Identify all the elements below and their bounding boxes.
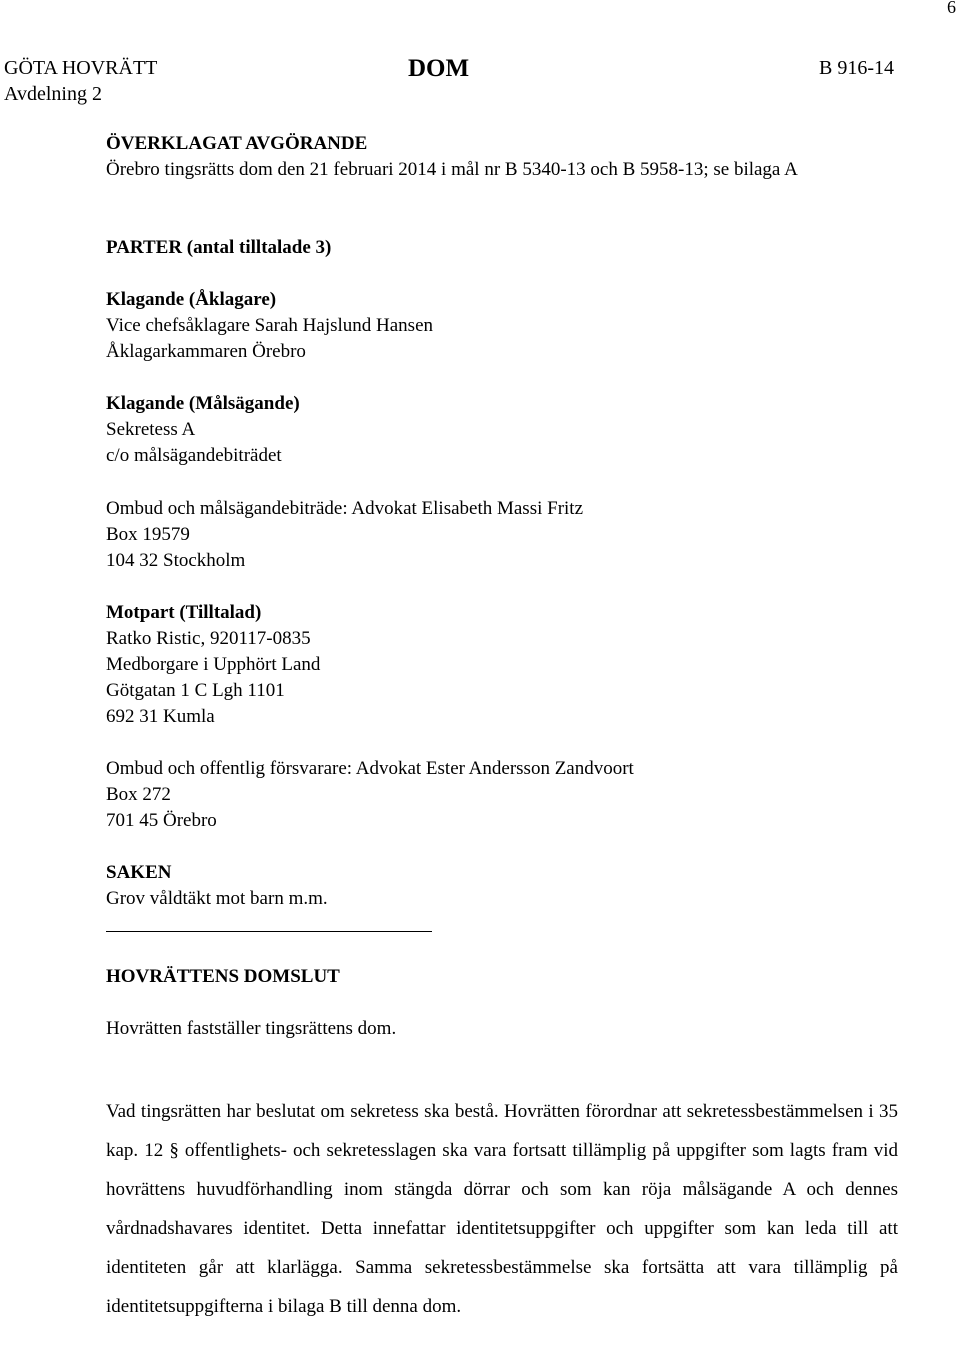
page-number: 6 [947, 0, 956, 17]
secrecy-paragraph: Vad tingsrätten har beslutat om sekretess ska bestå. Hovrätten förordnar att sekretessbestämmelsen i 35 kap. 12 § offentlighets- och sekretesslagen ska vara fortsatt tillämplig på uppgifter som lagts fram vid hovrättens huvudförhandling inom stängda dörrar och som kan röja målsägande A och dennes vårdnadshavares identitet. Detta innefattar identitetsuppgifter och uppgifter som kan leda till att identiteten går att klarlägga. Samma sekretessbestämmelse ska fortsätta att vara tillämplig på identitetsuppgifterna i bilaga B till denna dom. [106, 1101, 898, 1317]
prosecutor-name: Vice chefsåklagare Sarah Hajslund Hansen [106, 315, 433, 336]
case-section [106, 860, 898, 912]
defendant-name: Ratko Ristic, 920117-0835 [106, 628, 311, 649]
case-number: B 916-14 [819, 57, 894, 79]
ruling-heading: HOVRÄTTENS DOMSLUT [106, 966, 340, 987]
secrecy-block [106, 1092, 898, 1326]
defendant-city: 692 31 Kumla [106, 706, 215, 727]
division: Avdelning 2 [4, 83, 102, 105]
injured-party-address: c/o målsägandebiträdet [106, 445, 282, 466]
injured-counsel-box: Box 19579 [106, 524, 190, 545]
appealed-decision-section [106, 131, 898, 183]
injured-party-heading: Klagande (Målsägande) [106, 393, 300, 414]
prosecutor-heading: Klagande (Åklagare) [106, 289, 277, 310]
defender-box: Box 272 [106, 784, 171, 805]
defender-city: 701 45 Örebro [106, 810, 217, 831]
defendant-block [106, 600, 898, 730]
court-name: GÖTA HOVRÄTT [4, 57, 158, 79]
section-divider [106, 931, 432, 932]
case-heading: SAKEN [106, 862, 172, 883]
defender-name: Ombud och offentlig försvarare: Advokat Ester Andersson Zandvoort [106, 758, 634, 779]
defendant-street: Götgatan 1 C Lgh 1101 [106, 680, 285, 701]
injured-party-block [106, 391, 898, 469]
prosecutor-office: Åklagarkammaren Örebro [106, 341, 306, 362]
appealed-decision-heading: ÖVERKLAGAT AVGÖRANDE [106, 133, 368, 154]
ruling-text: Hovrätten fastställer tingsrättens dom. [106, 1018, 397, 1039]
injured-party-name: Sekretess A [106, 419, 196, 440]
ruling-text-block [106, 1016, 898, 1042]
ruling-section [106, 964, 898, 990]
injured-counsel-block [106, 496, 898, 574]
appealed-decision-text: Örebro tingsrätts dom den 21 februari 2014 i mål nr B 5340-13 och B 5958-13; se bilaga A [106, 159, 798, 180]
document-type: DOM [408, 55, 470, 82]
injured-counsel-name: Ombud och målsägandebiträde: Advokat Elisabeth Massi Fritz [106, 498, 584, 519]
defender-block [106, 756, 898, 834]
defendant-heading: Motpart (Tilltalad) [106, 602, 262, 623]
parties-heading: PARTER (antal tilltalade 3) [106, 237, 332, 258]
case-text: Grov våldtäkt mot barn m.m. [106, 888, 328, 909]
parties-section [106, 235, 898, 261]
prosecutor-block [106, 287, 898, 365]
injured-counsel-city: 104 32 Stockholm [106, 550, 246, 571]
defendant-citizenship: Medborgare i Upphört Land [106, 654, 321, 675]
